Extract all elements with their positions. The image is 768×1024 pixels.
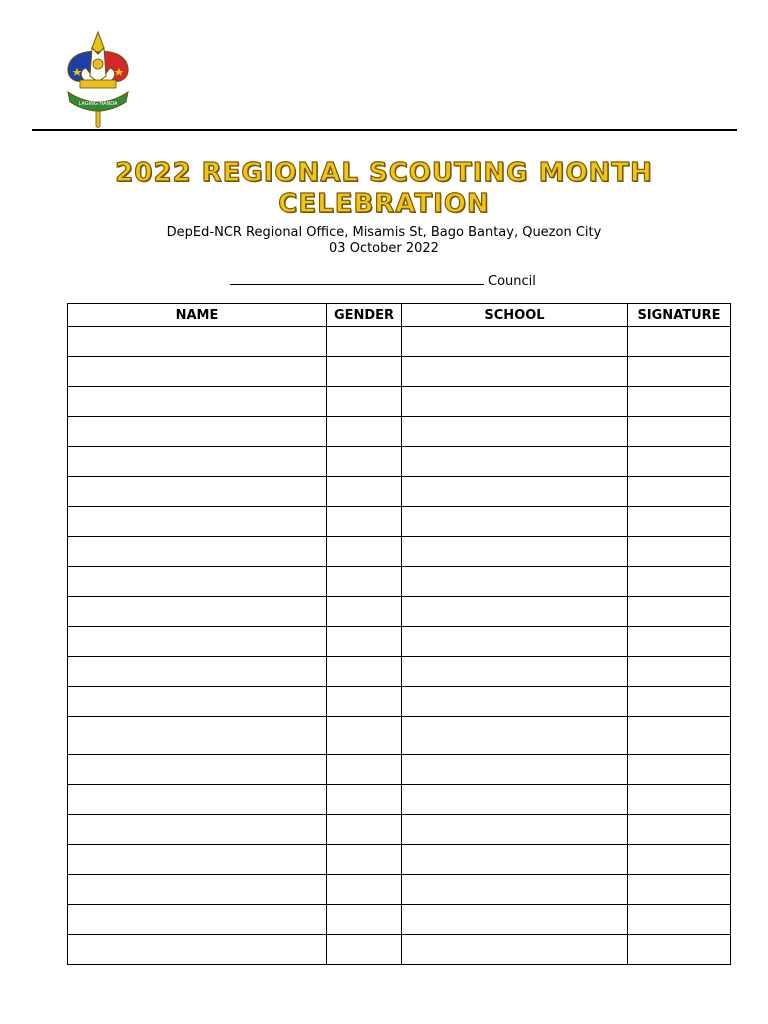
name-cell[interactable] [68,845,327,875]
title-line-1: 2022 REGIONAL SCOUTING MONTH [115,158,653,188]
table-row [68,657,731,687]
table-row [68,845,731,875]
signature-cell[interactable] [628,357,731,387]
signature-cell[interactable] [628,477,731,507]
name-cell[interactable] [68,875,327,905]
table-row [68,815,731,845]
document-title [0,158,768,220]
school-cell[interactable] [402,905,628,935]
signature-cell[interactable] [628,627,731,657]
name-cell[interactable] [68,785,327,815]
name-cell[interactable] [68,417,327,447]
table-row [68,875,731,905]
signature-cell[interactable] [628,507,731,537]
gender-cell[interactable] [327,717,402,755]
signature-cell[interactable] [628,567,731,597]
table-row [68,327,731,357]
name-cell[interactable] [68,815,327,845]
name-cell[interactable] [68,387,327,417]
school-cell[interactable] [402,815,628,845]
signature-cell[interactable] [628,417,731,447]
school-cell[interactable] [402,755,628,785]
council-blank-line[interactable] [230,272,484,285]
table-row [68,785,731,815]
gender-cell[interactable] [327,755,402,785]
svg-text:LAGING HANDA: LAGING HANDA [78,101,118,107]
name-cell[interactable] [68,597,327,627]
school-cell[interactable] [402,477,628,507]
school-cell[interactable] [402,567,628,597]
signature-cell[interactable] [628,597,731,627]
table-body [68,327,731,965]
school-cell[interactable] [402,537,628,567]
signature-cell[interactable] [628,935,731,965]
gender-cell[interactable] [327,815,402,845]
name-cell[interactable] [68,357,327,387]
table-row [68,507,731,537]
gender-cell[interactable] [327,357,402,387]
school-cell[interactable] [402,627,628,657]
school-cell[interactable] [402,507,628,537]
name-cell[interactable] [68,447,327,477]
signature-cell[interactable] [628,447,731,477]
header-divider [32,129,737,131]
name-cell[interactable] [68,755,327,785]
school-cell[interactable] [402,785,628,815]
table-row [68,477,731,507]
signature-cell[interactable] [628,717,731,755]
name-cell[interactable] [68,627,327,657]
name-cell[interactable] [68,537,327,567]
school-cell[interactable] [402,447,628,477]
school-cell[interactable] [402,875,628,905]
council-field[interactable] [230,272,536,290]
signature-cell[interactable] [628,755,731,785]
gender-cell[interactable] [327,875,402,905]
signature-cell[interactable] [628,387,731,417]
school-cell[interactable] [402,597,628,627]
column-header-signature: SIGNATURE [628,304,731,327]
school-cell[interactable] [402,357,628,387]
gender-cell[interactable] [327,507,402,537]
signature-cell[interactable] [628,327,731,357]
table-header-row [68,304,731,327]
table-row [68,935,731,965]
signature-cell[interactable] [628,537,731,567]
gender-cell[interactable] [327,627,402,657]
council-label: Council [488,274,536,289]
table-row [68,627,731,657]
gender-cell[interactable] [327,687,402,717]
gender-cell[interactable] [327,537,402,567]
gender-cell[interactable] [327,597,402,627]
gender-cell[interactable] [327,935,402,965]
table-row [68,447,731,477]
gender-cell[interactable] [327,845,402,875]
signature-cell[interactable] [628,875,731,905]
table-row [68,597,731,627]
boy-scouts-philippines-logo [62,30,134,130]
gender-cell[interactable] [327,785,402,815]
name-cell[interactable] [68,687,327,717]
table-row [68,755,731,785]
gender-cell[interactable] [327,657,402,687]
gender-cell[interactable] [327,387,402,417]
gender-cell[interactable] [327,477,402,507]
school-cell[interactable] [402,327,628,357]
name-cell[interactable] [68,477,327,507]
school-cell[interactable] [402,935,628,965]
school-cell[interactable] [402,387,628,417]
school-cell[interactable] [402,657,628,687]
gender-cell[interactable] [327,327,402,357]
school-cell[interactable] [402,417,628,447]
signature-cell[interactable] [628,905,731,935]
name-cell[interactable] [68,905,327,935]
table-row [68,387,731,417]
name-cell[interactable] [68,507,327,537]
table-row [68,357,731,387]
venue-address: DepEd-NCR Regional Office, Misamis St, Bago Bantay, Quezon City [166,225,602,240]
table-row [68,717,731,755]
gender-cell[interactable] [327,417,402,447]
gender-cell[interactable] [327,447,402,477]
gender-cell[interactable] [327,567,402,597]
gender-cell[interactable] [327,905,402,935]
column-header-school: SCHOOL [402,304,628,327]
signature-cell[interactable] [628,657,731,687]
name-cell[interactable] [68,935,327,965]
table-row [68,537,731,567]
signature-cell[interactable] [628,687,731,717]
signature-cell[interactable] [628,845,731,875]
table-row [68,687,731,717]
column-header-name: NAME [68,304,327,327]
table-row [68,567,731,597]
attendance-table [67,303,731,965]
school-cell[interactable] [402,687,628,717]
name-cell[interactable] [68,657,327,687]
name-cell[interactable] [68,717,327,755]
column-header-gender: GENDER [327,304,402,327]
event-date: 03 October 2022 [329,241,439,256]
signature-cell[interactable] [628,785,731,815]
school-cell[interactable] [402,717,628,755]
title-line-2: CELEBRATION [278,189,490,219]
signature-cell[interactable] [628,815,731,845]
name-cell[interactable] [68,327,327,357]
school-cell[interactable] [402,845,628,875]
table-row [68,417,731,447]
name-cell[interactable] [68,567,327,597]
table-row [68,905,731,935]
